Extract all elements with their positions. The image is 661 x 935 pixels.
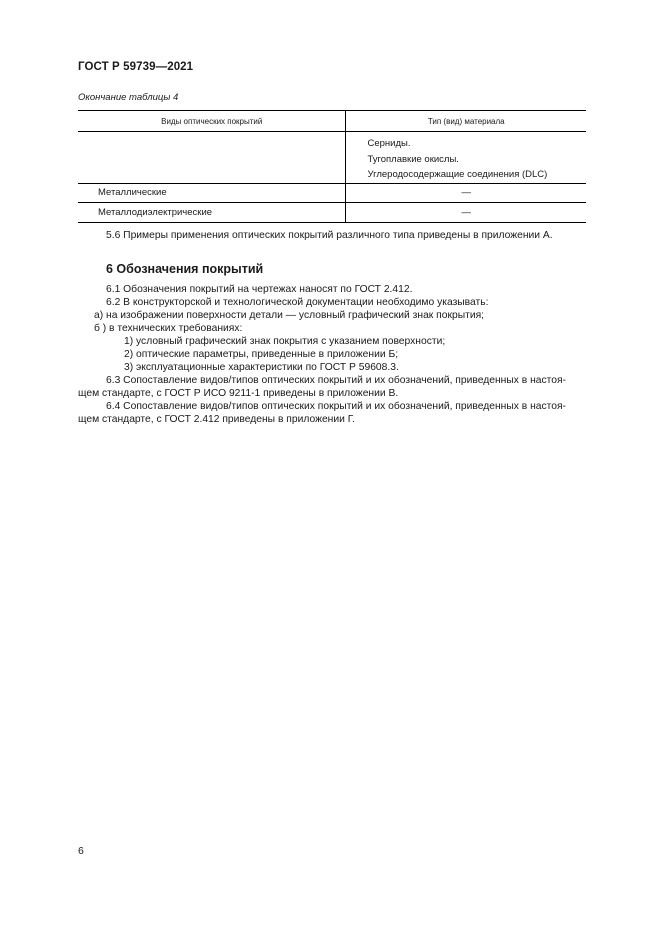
paragraph-6-3-line-2: щем стандарте, с ГОСТ Р ИСО 9211-1 приведены в приложении В.: [78, 388, 399, 399]
page-number: 6: [78, 845, 84, 857]
table-row: [78, 203, 586, 223]
table-cell-coating-type: Металлодиэлектрические: [78, 203, 346, 223]
table-cell-empty: [78, 132, 346, 184]
sub-item-1: 1) условный графический знак покрытия с указанием поверхности;: [124, 336, 446, 347]
table-cell-material: —: [346, 203, 586, 223]
paragraph-6-3-line-1: 6.3 Сопоставление видов/типов оптических покрытий и их обозначений, приведенных в настоя-: [106, 375, 566, 386]
table-cell-coating-type: Металлические: [78, 183, 346, 203]
sub-item-2: 2) оптические параметры, приведенные в приложении Б;: [124, 349, 399, 360]
list-item-b: б ) в технических требованиях:: [94, 323, 243, 334]
table-cell-material: —: [346, 183, 586, 203]
section-heading: 6 Обозначения покрытий: [106, 262, 264, 276]
sub-item-3: 3) эксплуатационные характеристики по ГОСТ Р 59608.3.: [124, 362, 399, 373]
paragraph-6-4-line-2: щем стандарте, с ГОСТ 2.412 приведены в приложении Г.: [78, 414, 355, 425]
paragraph-6-1: 6.1 Обозначения покрытий на чертежах наносят по ГОСТ 2.412.: [106, 284, 413, 295]
material-item: Углеродосодержащие соединения (DLC): [367, 169, 548, 180]
table-cell-materials: [346, 132, 586, 184]
material-item: Тугоплавкие окислы.: [367, 153, 459, 165]
table-row: [78, 132, 586, 184]
paragraph-6-4-line-1: 6.4 Сопоставление видов/типов оптических покрытий и их обозначений, приведенных в настоя-: [106, 401, 566, 412]
document-code: ГОСТ Р 59739—2021: [78, 61, 194, 73]
list-item-a: а) на изображении поверхности детали — условный графический знак покрытия;: [94, 310, 485, 321]
column-header-coating-type: Виды оптических покрытий: [78, 111, 346, 132]
table-header-row: [78, 111, 586, 132]
paragraph-6-2: 6.2 В конструкторской и технологической документации необходимо указывать:: [106, 297, 489, 308]
table-caption: Окончание таблицы 4: [78, 92, 179, 103]
paragraph-5-6: 5.6 Примеры применения оптических покрытий различного типа приведены в приложении А.: [106, 230, 553, 241]
coatings-table: [78, 110, 586, 223]
material-item: Серниды.: [367, 138, 411, 149]
table-row: [78, 183, 586, 203]
column-header-material-type: Тип (вид) материала: [346, 111, 586, 132]
